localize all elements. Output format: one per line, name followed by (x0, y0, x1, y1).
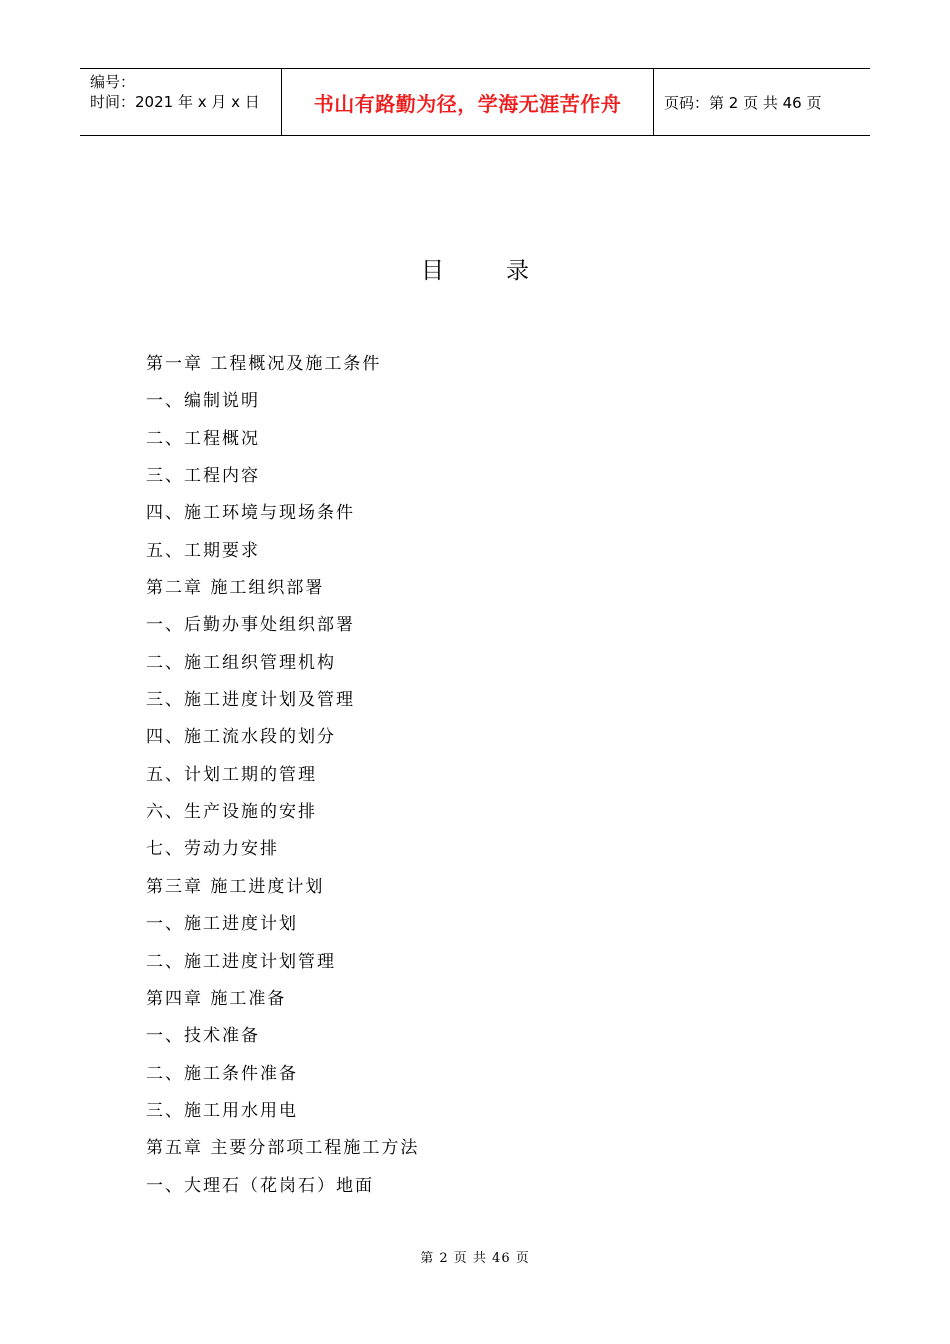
toc-item: 一、编制说明 (146, 391, 260, 412)
toc-item: 六、生产设施的安排 (146, 802, 317, 823)
toc-item: 二、施工进度计划管理 (146, 951, 336, 972)
toc-item: 二、工程概况 (146, 428, 260, 449)
toc-item: 二、施工条件准备 (146, 1063, 298, 1084)
toc-item: 一、技术准备 (146, 1026, 260, 1047)
toc-item: 三、工程内容 (146, 466, 260, 487)
header-page-number: 页码：第 2 页 共 46 页 (664, 93, 822, 112)
toc-item: 一、施工进度计划 (146, 914, 298, 935)
page-title: 目录 (421, 258, 591, 284)
toc-item: 一、后勤办事处组织部署 (146, 615, 355, 636)
toc-item: 第三章 施工进度计划 (146, 876, 325, 897)
toc-item: 第二章 施工组织部署 (146, 578, 325, 599)
toc-item: 三、施工用水用电 (146, 1100, 298, 1121)
toc-item: 五、计划工期的管理 (146, 764, 317, 785)
document-time-label: 时间：2021 年 x 月 x 日 (90, 93, 260, 111)
page-footer: 第 2 页 共 46 页 (420, 1251, 530, 1266)
toc-item: 第四章 施工准备 (146, 988, 287, 1009)
header-left-cell (80, 69, 281, 135)
toc-item: 三、施工进度计划及管理 (146, 690, 355, 711)
toc-item: 四、施工环境与现场条件 (146, 503, 355, 524)
toc-item: 一、大理石（花岗石）地面 (146, 1175, 374, 1196)
table-of-contents (146, 350, 419, 1209)
toc-item: 二、施工组织管理机构 (146, 652, 336, 673)
toc-item: 第五章 主要分部项工程施工方法 (146, 1138, 420, 1159)
toc-item: 第一章 工程概况及施工条件 (146, 354, 382, 374)
toc-item: 七、劳动力安排 (146, 839, 279, 860)
toc-item: 五、工期要求 (146, 540, 260, 561)
document-number-label: 编号： (90, 73, 136, 91)
header-motto: 书山有路勤为径，学海无涯苦作舟 (281, 69, 654, 135)
toc-item: 四、施工流水段的划分 (146, 727, 336, 748)
page-header (80, 68, 870, 136)
